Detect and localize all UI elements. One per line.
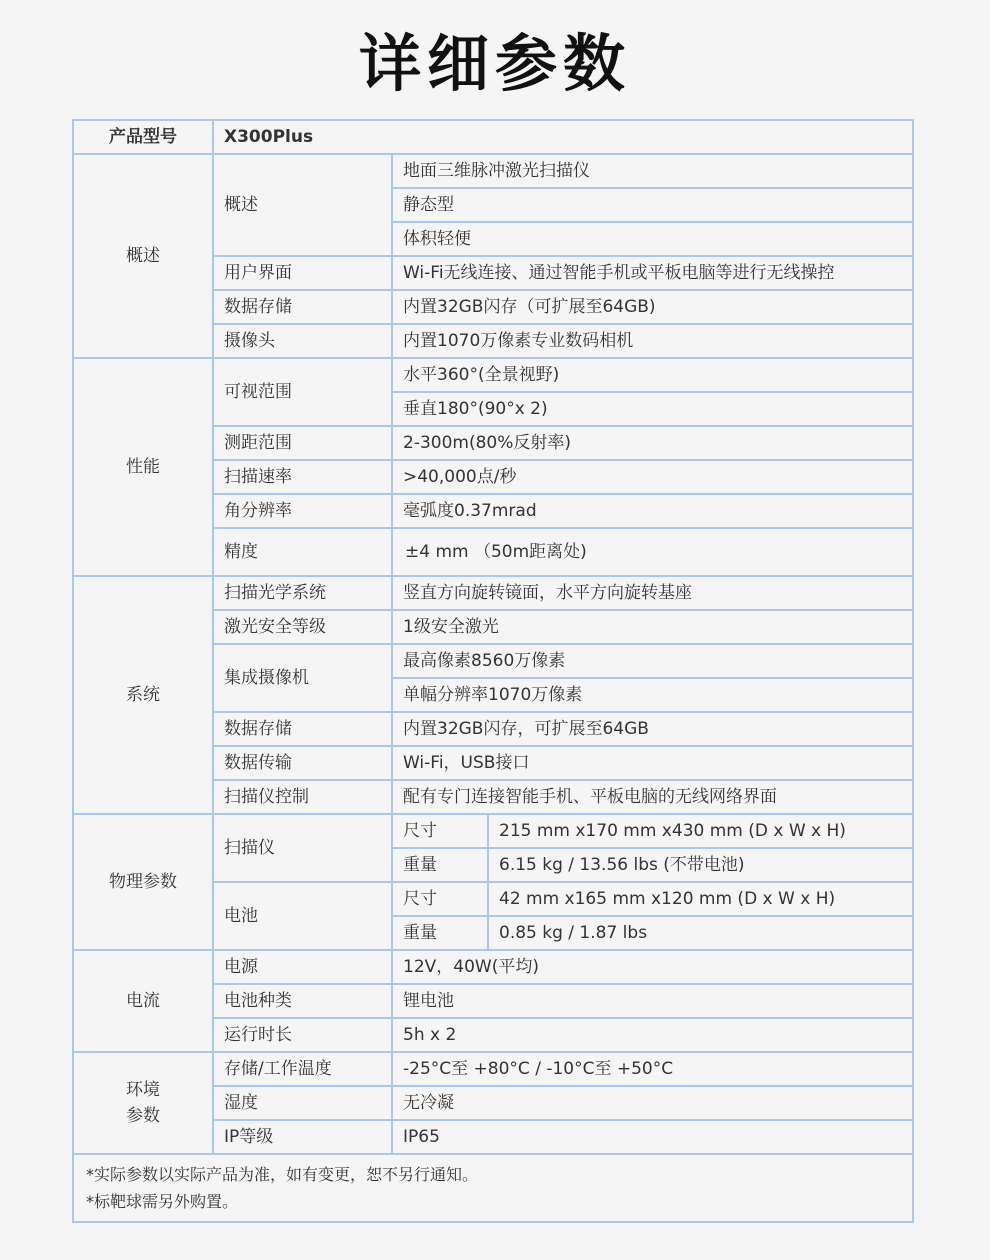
header-value: X300Plus [213, 120, 913, 154]
row-value: 最高像素8560万像素 [392, 644, 913, 678]
category-line: 参数 [126, 1106, 160, 1126]
row-label: 湿度 [213, 1086, 392, 1120]
row-label: 用户界面 [213, 256, 392, 290]
row-value: 体积轻便 [392, 222, 913, 256]
row-label: IP等级 [213, 1120, 392, 1154]
row-value: 42 mm x165 mm x120 mm (D x W x H) [488, 882, 913, 916]
row-value: 1级安全激光 [392, 610, 913, 644]
row-label: 数据存储 [213, 712, 392, 746]
row-value: 静态型 [392, 188, 913, 222]
row-label: 电源 [213, 950, 392, 984]
row-label: 电池 [213, 882, 392, 950]
category-overview: 概述 [73, 154, 213, 358]
row-label: 集成摄像机 [213, 644, 392, 712]
row-value: 0.85 kg / 1.87 lbs [488, 916, 913, 950]
row-value: 2-300m(80%反射率) [392, 426, 913, 460]
category-power: 电流 [73, 950, 213, 1052]
row-value: 内置32GB闪存（可扩展至64GB) [392, 290, 913, 324]
row-label: 电池种类 [213, 984, 392, 1018]
row-label: 扫描光学系统 [213, 576, 392, 610]
table-row [73, 1052, 913, 1086]
category-performance: 性能 [73, 358, 213, 576]
table-row [73, 814, 913, 848]
row-value: Wi-Fi，USB接口 [392, 746, 913, 780]
row-value: 毫弧度0.37mrad [392, 494, 913, 528]
table-row [73, 120, 913, 154]
table-row [73, 950, 913, 984]
row-value: 6.15 kg / 13.56 lbs (不带电池) [488, 848, 913, 882]
table-row [73, 576, 913, 610]
category-environment [73, 1052, 213, 1154]
row-label: 测距范围 [213, 426, 392, 460]
row-label: 运行时长 [213, 1018, 392, 1052]
row-value: 5h x 2 [392, 1018, 913, 1052]
row-label: 扫描仪控制 [213, 780, 392, 814]
spec-table [72, 119, 914, 1223]
row-value: IP65 [392, 1120, 913, 1154]
row-label: 精度 [213, 528, 392, 576]
row-value: 垂直180°(90°x 2) [392, 392, 913, 426]
row-value: 配有专门连接智能手机、平板电脑的无线网络界面 [392, 780, 913, 814]
row-label: 数据传输 [213, 746, 392, 780]
footnote: *实际参数以实际产品为准，如有变更，恕不另行通知。 [86, 1165, 479, 1184]
row-value: >40,000点/秒 [392, 460, 913, 494]
row-value: 地面三维脉冲激光扫描仪 [392, 154, 913, 188]
table-row [73, 1154, 913, 1222]
row-value: 12V，40W(平均) [392, 950, 913, 984]
row-label: 概述 [213, 154, 392, 256]
row-label: 扫描速率 [213, 460, 392, 494]
row-sublabel: 重量 [392, 848, 488, 882]
row-value: Wi-Fi无线连接、通过智能手机或平板电脑等进行无线操控 [392, 256, 913, 290]
row-value: 无冷凝 [392, 1086, 913, 1120]
footnote: *标靶球需另外购置。 [86, 1192, 239, 1211]
header-label: 产品型号 [73, 120, 213, 154]
row-sublabel: 尺寸 [392, 882, 488, 916]
category-line: 环境 [126, 1080, 160, 1100]
row-value: ±4 mm （50m距离处) [392, 528, 913, 576]
category-physical: 物理参数 [73, 814, 213, 950]
row-value: -25°C至 +80°C / -10°C至 +50°C [392, 1052, 913, 1086]
row-label: 激光安全等级 [213, 610, 392, 644]
table-row [73, 358, 913, 392]
row-label: 存储/工作温度 [213, 1052, 392, 1086]
table-row [73, 154, 913, 188]
row-value: 竖直方向旋转镜面，水平方向旋转基座 [392, 576, 913, 610]
row-label: 数据存储 [213, 290, 392, 324]
row-label: 扫描仪 [213, 814, 392, 882]
row-sublabel: 尺寸 [392, 814, 488, 848]
row-label: 可视范围 [213, 358, 392, 426]
row-label: 角分辨率 [213, 494, 392, 528]
row-sublabel: 重量 [392, 916, 488, 950]
row-value: 锂电池 [392, 984, 913, 1018]
row-label: 摄像头 [213, 324, 392, 358]
row-value: 215 mm x170 mm x430 mm (D x W x H) [488, 814, 913, 848]
row-value: 内置32GB闪存，可扩展至64GB [392, 712, 913, 746]
row-value: 单幅分辨率1070万像素 [392, 678, 913, 712]
page-title: 详细参数 [358, 27, 631, 100]
row-value: 水平360°(全景视野) [392, 358, 913, 392]
category-system: 系统 [73, 576, 213, 814]
row-value: 内置1070万像素专业数码相机 [392, 324, 913, 358]
footnotes [73, 1154, 913, 1222]
